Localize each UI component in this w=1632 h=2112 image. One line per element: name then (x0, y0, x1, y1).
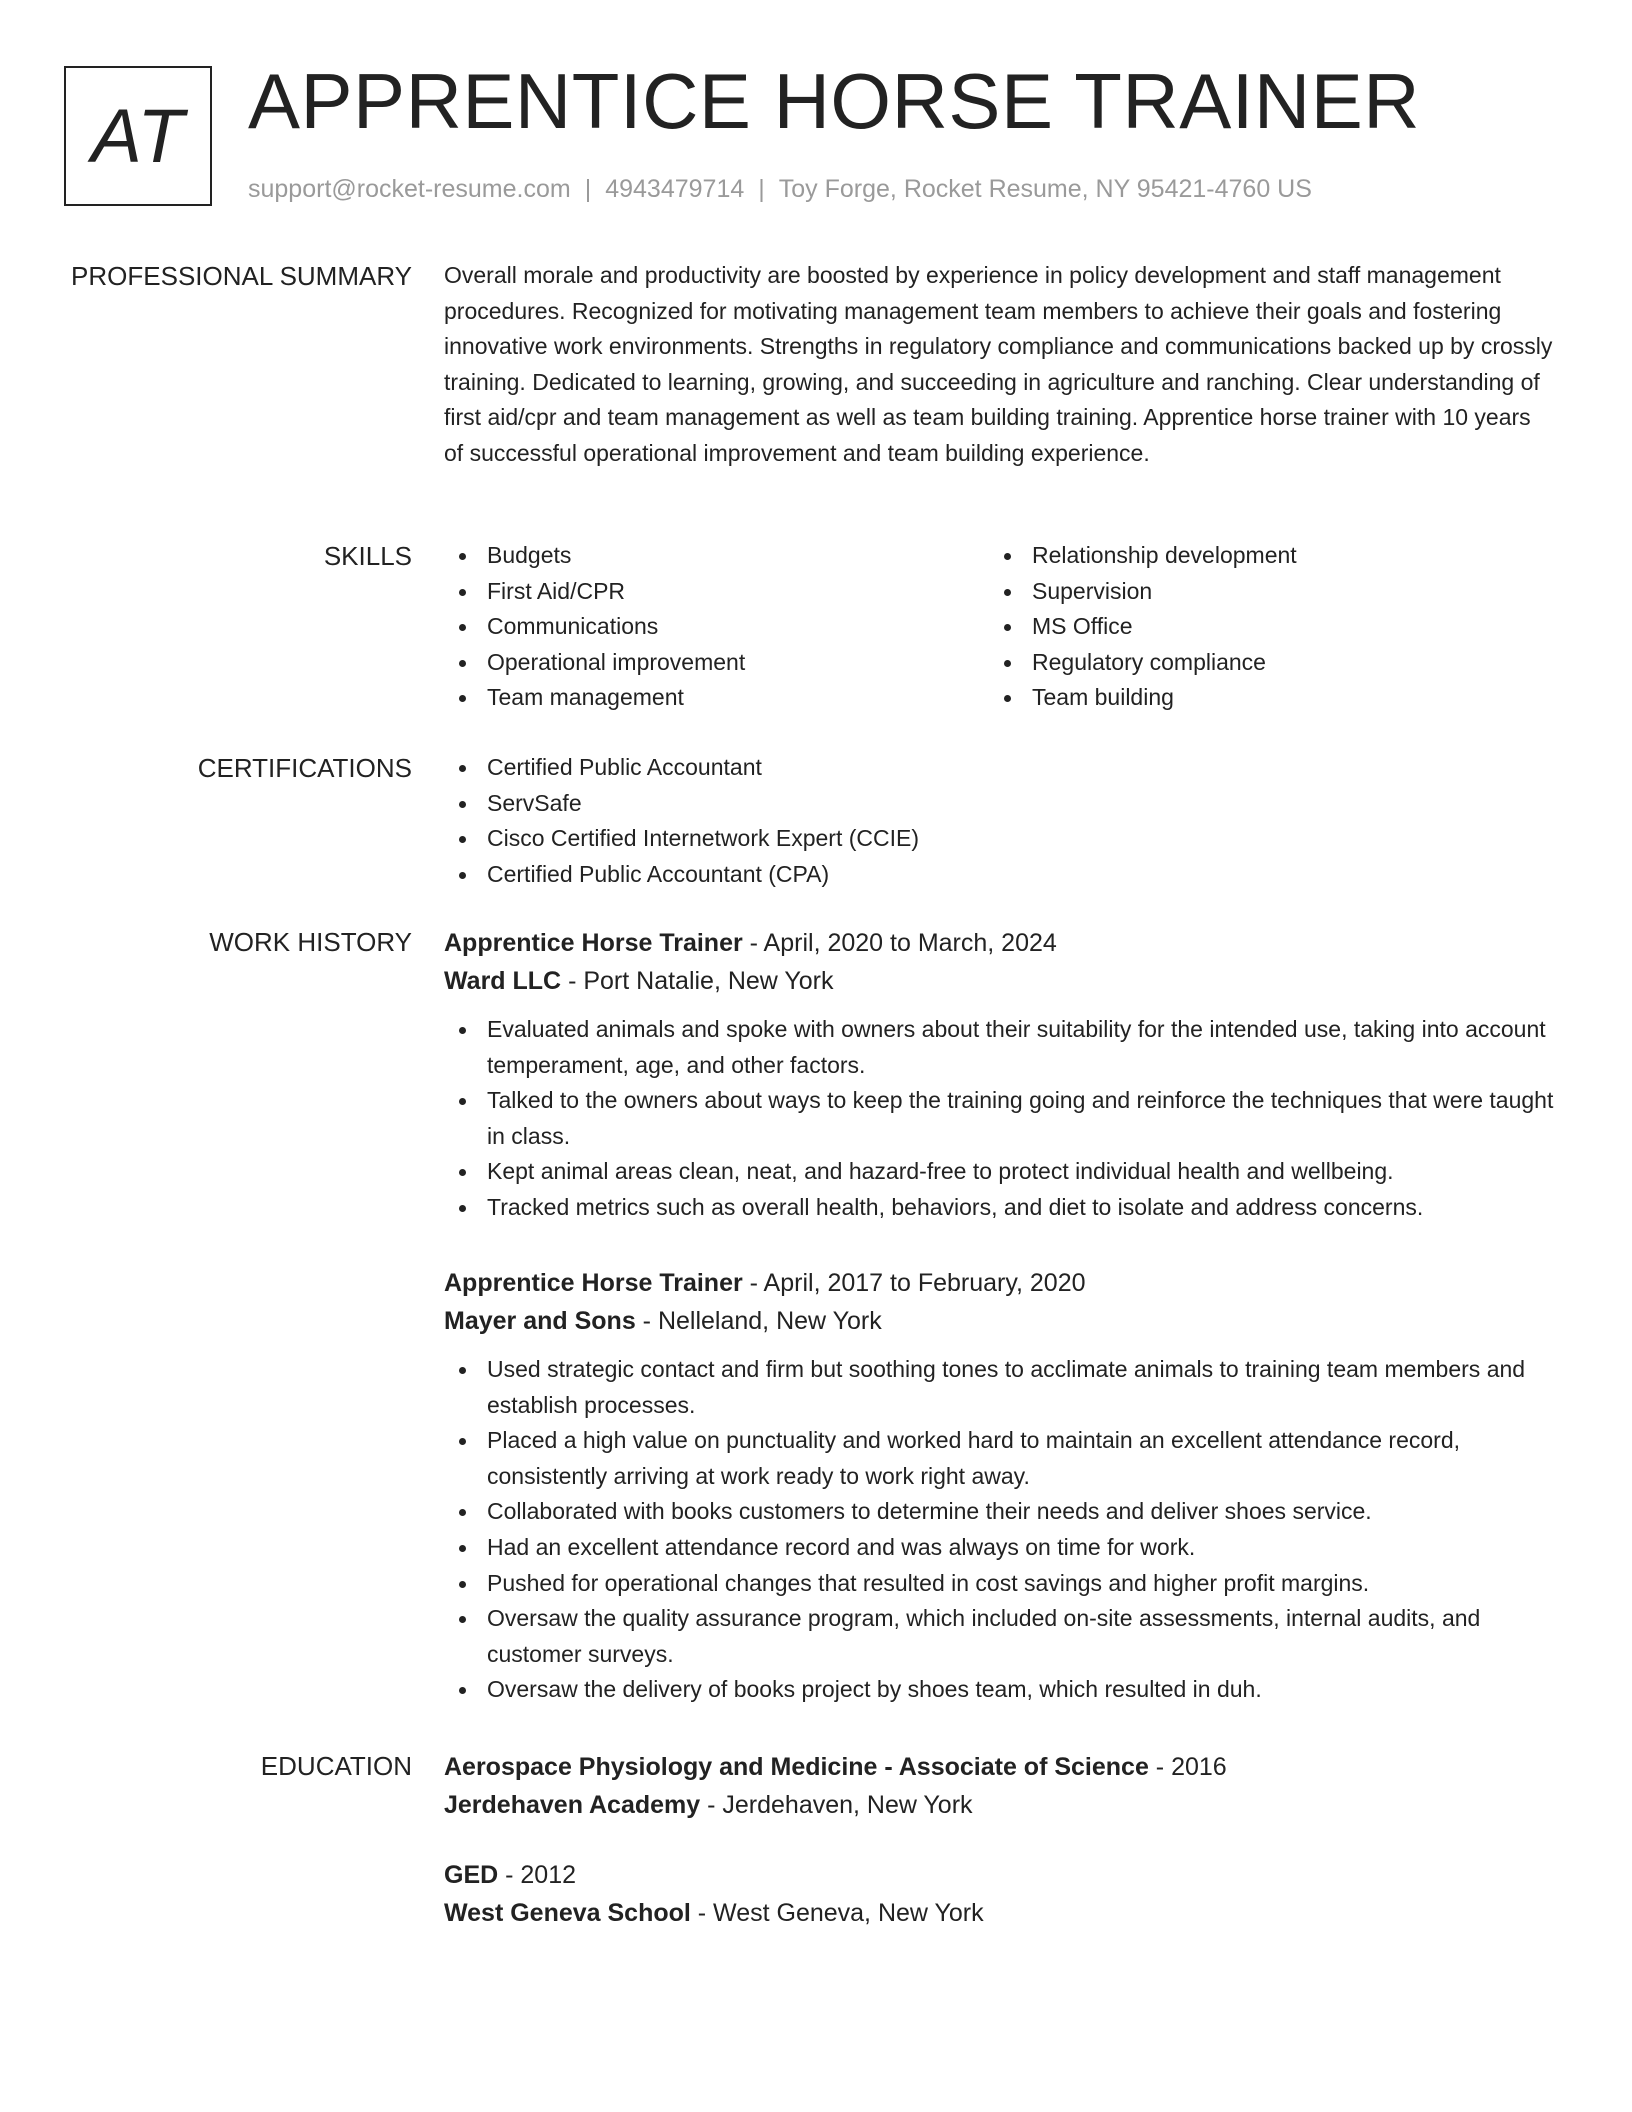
job-dates: - April, 2020 to March, 2024 (742, 929, 1057, 957)
job-duty: Tracked metrics such as overall health, behaviors, and diet to isolate and address concerns. (444, 1190, 1554, 1226)
certifications-list (444, 750, 1554, 892)
resume-title: APPRENTICE HORSE TRAINER (248, 57, 1421, 145)
job-company: Ward LLC (444, 967, 562, 995)
education-school: West Geneva School (444, 1899, 691, 1927)
job-duty: Placed a high value on punctuality and worked hard to maintain an excellent attendance record, consistently arriving at work ready to work right away. (444, 1423, 1554, 1494)
job-duty: Evaluated animals and spoke with owners about their suitability for the intended use, taking into account temperament, age, and other factors. (444, 1012, 1554, 1083)
education-degree: GED (444, 1861, 499, 1889)
education-entry (444, 1856, 1554, 1932)
skills-column-right (989, 538, 1534, 716)
job-duty: Collaborated with books customers to determine their needs and deliver shoes service. (444, 1494, 1554, 1530)
section-label-work-history: WORK HISTORY (209, 927, 412, 957)
skill-item: MS Office (989, 609, 1534, 645)
contact-line (248, 172, 1312, 206)
summary-body (444, 258, 1554, 472)
contact-phone[interactable]: 4943479714 (605, 175, 745, 203)
education-degree-line (444, 1748, 1554, 1786)
job-duty: Pushed for operational changes that resulted in cost savings and higher profit margins. (444, 1566, 1554, 1602)
education-entry (444, 1748, 1554, 1824)
job-duty: Oversaw the delivery of books project by shoes team, which resulted in duh. (444, 1672, 1554, 1708)
job-duty: Kept animal areas clean, neat, and hazard-free to protect individual health and wellbeing. (444, 1154, 1554, 1190)
job-entry (444, 924, 1554, 1226)
education-location: - West Geneva, New York (690, 1899, 984, 1927)
job-duty: Oversaw the quality assurance program, which included on-site assessments, internal audits, and customer surveys. (444, 1601, 1554, 1672)
skill-item: Communications (444, 609, 989, 645)
job-title-line (444, 1264, 1554, 1302)
job-company-line (444, 1302, 1554, 1340)
section-label-summary: PROFESSIONAL SUMMARY (71, 261, 412, 291)
monogram-badge (64, 66, 212, 206)
contact-email[interactable]: support@rocket-resume.com (248, 175, 571, 203)
education-school-line (444, 1786, 1554, 1824)
skill-item: Operational improvement (444, 645, 989, 681)
job-duty: Had an excellent attendance record and was always on time for work. (444, 1530, 1554, 1566)
skill-item: First Aid/CPR (444, 574, 989, 610)
job-title: Apprentice Horse Trainer (444, 1269, 743, 1297)
section-label-certifications: CERTIFICATIONS (197, 753, 412, 783)
job-duty: Talked to the owners about ways to keep the training going and reinforce the techniques that were taught in class. (444, 1083, 1554, 1154)
summary-text: Overall morale and productivity are boosted by experience in policy development and staff management procedures. Recognized for motivating management team members to achieve their goals and fostering innovative work environments. Strengths in regulatory compliance and communications backed up by crossly training. Dedicated to learning, growing, and succeeding in agriculture and ranching. Clear understanding of first aid/cpr and team management as well as team building training. Apprentice horse trainer with 10 years of successful operational improvement and team building experience. (444, 262, 1553, 466)
job-location: - Nelleland, New York (635, 1307, 882, 1335)
certification-item: ServSafe (444, 786, 1554, 822)
education-degree: Aerospace Physiology and Medicine - Associate of Science (444, 1753, 1149, 1781)
skill-item: Team management (444, 680, 989, 716)
skill-item: Budgets (444, 538, 989, 574)
job-title-line (444, 924, 1554, 962)
job-duties (444, 1012, 1554, 1226)
skills-column-left (444, 538, 989, 716)
contact-address: Toy Forge, Rocket Resume, NY 95421-4760 US (778, 175, 1312, 203)
skill-item: Relationship development (989, 538, 1534, 574)
education-school: Jerdehaven Academy (444, 1791, 701, 1819)
job-title: Apprentice Horse Trainer (444, 929, 743, 957)
certification-item: Certified Public Accountant (444, 750, 1554, 786)
education-school-line (444, 1894, 1554, 1932)
skill-item: Regulatory compliance (989, 645, 1534, 681)
job-location: - Port Natalie, New York (561, 967, 834, 995)
job-company: Mayer and Sons (444, 1307, 636, 1335)
skill-item: Team building (989, 680, 1534, 716)
job-company-line (444, 962, 1554, 1000)
monogram-initials: AT (91, 93, 185, 179)
job-entry (444, 1264, 1554, 1708)
skill-item: Supervision (989, 574, 1534, 610)
job-duties (444, 1352, 1554, 1708)
section-label-education: EDUCATION (260, 1751, 412, 1781)
education-year: - 2016 (1148, 1753, 1227, 1781)
certification-item: Certified Public Accountant (CPA) (444, 857, 1554, 893)
contact-separator: | (584, 175, 592, 203)
certification-item: Cisco Certified Internetwork Expert (CCIE) (444, 821, 1554, 857)
education-year: - 2012 (498, 1861, 577, 1889)
section-label-skills: SKILLS (323, 541, 412, 571)
education-location: - Jerdehaven, New York (700, 1791, 973, 1819)
education-degree-line (444, 1856, 1554, 1894)
skills-list (444, 538, 1554, 716)
job-duty: Used strategic contact and firm but soothing tones to acclimate animals to training team members and establish processes. (444, 1352, 1554, 1423)
contact-separator: | (758, 175, 765, 203)
job-dates: - April, 2017 to February, 2020 (742, 1269, 1086, 1297)
